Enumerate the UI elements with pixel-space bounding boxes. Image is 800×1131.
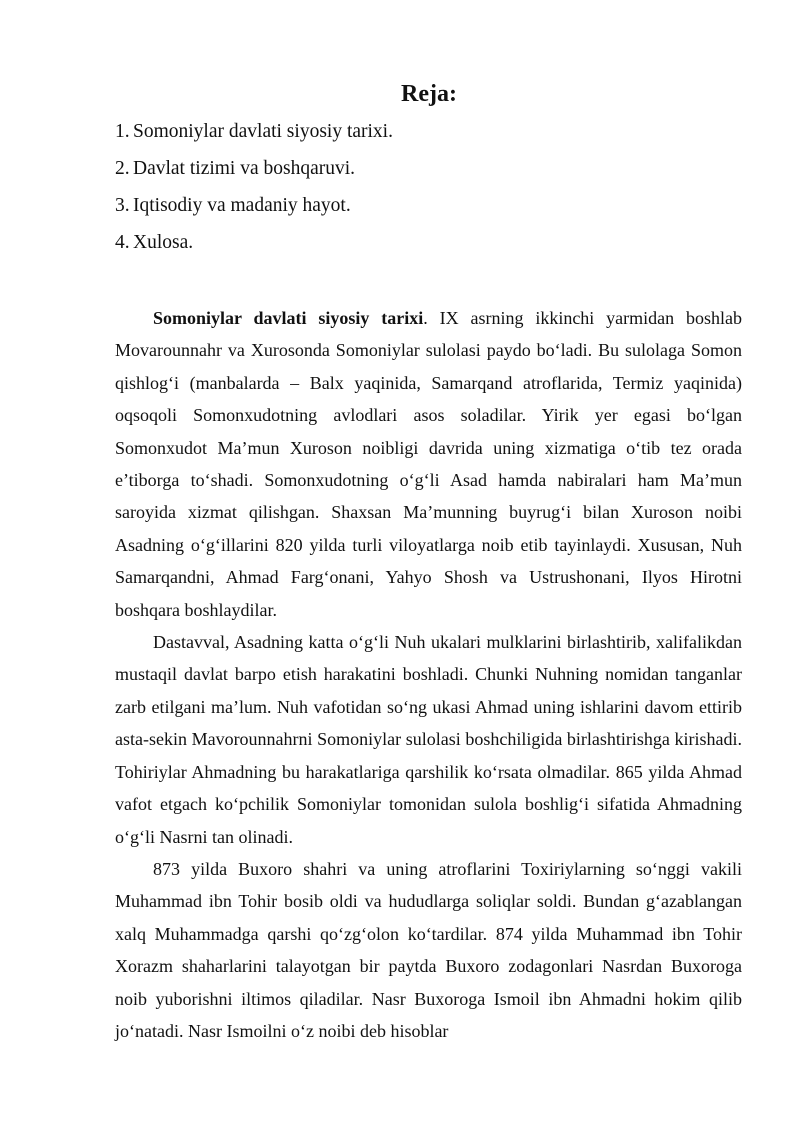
- plan-item-number: 4.: [115, 232, 130, 253]
- plan-item: [115, 117, 393, 154]
- plan-item: [115, 154, 393, 191]
- paragraph-text: . IX asrning ikkinchi yarmidan boshlab Movarounnahr va Xurosonda Somoniylar sulolasi paydo bo‘ladi. Bu sulolaga Somon qishlog‘i (manbalarda – Balx yaqinida, Samarqand atroflarida, Termiz yaqinida) oqsoqoli Somonxudotning avlodlari asos soladilar. Yirik yer egasi bo‘lgan Somonxudot Ma’mun Xuroson noibligi davrida uning xizmatiga o‘tib tez orada e’tiborga to‘shadi. Somonxudotning o‘g‘li Asad hamda nabiralari ham Ma’mun saroyida xizmat qilishgan. Shaxsan Ma’munning buyrug‘i bilan Xuroson noibi Asadning o‘g‘illarini 820 yilda turli viloyatlarga noib etib tayinlaydi. Xususan, Nuh Samarqandni, Ahmad Farg‘onani, Yahyo Shosh va Ustrushonani, Ilyos Hirotni boshqara boshlaydilar.: [115, 308, 742, 620]
- plan-item-number: 1.: [115, 121, 130, 142]
- section-heading: Somoniylar davlati siyosiy tarixi: [153, 308, 424, 328]
- page-title: Reja:: [401, 81, 457, 107]
- plan-list: [115, 117, 393, 265]
- plan-item-number: 3.: [115, 195, 130, 216]
- paragraph: [115, 626, 742, 853]
- plan-item-number: 2.: [115, 158, 130, 179]
- document-body: [115, 302, 742, 1047]
- plan-item: [115, 191, 393, 228]
- plan-item-text: Davlat tizimi va boshqaruvi.: [133, 158, 356, 179]
- plan-item: [115, 228, 393, 265]
- plan-item-text: Iqtisodiy va madaniy hayot.: [133, 195, 351, 216]
- paragraph: [115, 302, 742, 626]
- paragraph-text: 873 yilda Buxoro shahri va uning atroflarini Toxiriylarning so‘nggi vakili Muhammad ibn Tohir bosib oldi va hududlarga soliqlar soldi. Bundan g‘azablangan xalq Muhammadga qarshi qo‘zg‘olon ko‘tardilar. 874 yilda Muhammad ibn Tohir Xorazm shaharlarini talayotgan bir paytda Buxoro zodagonlari Nasrdan Buxoroga noib yuborishni iltimos qiladilar. Nasr Buxoroga Ismoil ibn Ahmadni hokim qilib jo‘natadi. Nasr Ismoilni o‘z noibi deb hisoblar: [115, 858, 742, 1041]
- plan-item-text: Somoniylar davlati siyosiy tarixi.: [133, 121, 393, 142]
- paragraph-text: Dastavval, Asadning katta o‘g‘li Nuh ukalari mulklarini birlashtirib, xalifalikdan mustaqil davlat barpo etish harakatini boshladi. Chunki Nuhning nomidan tanganlar zarb etilgani ma’lum. Nuh vafotidan so‘ng ukasi Ahmad uning ishlarini davom ettirib asta-sekin Mavorounnahrni Somoniylar sulolasi boshchiligida birlashtirishga kirishadi. Tohiriylar Ahmadning bu harakatlariga qarshilik ko‘rsata olmadilar. 865 yilda Ahmad vafot etgach ko‘pchilik Somoniylar tomonidan sulola boshlig‘i sifatida Ahmadning o‘g‘li Nasrni tan olinadi.: [115, 632, 742, 847]
- plan-item-text: Xulosa.: [133, 232, 194, 253]
- paragraph: [115, 853, 742, 1047]
